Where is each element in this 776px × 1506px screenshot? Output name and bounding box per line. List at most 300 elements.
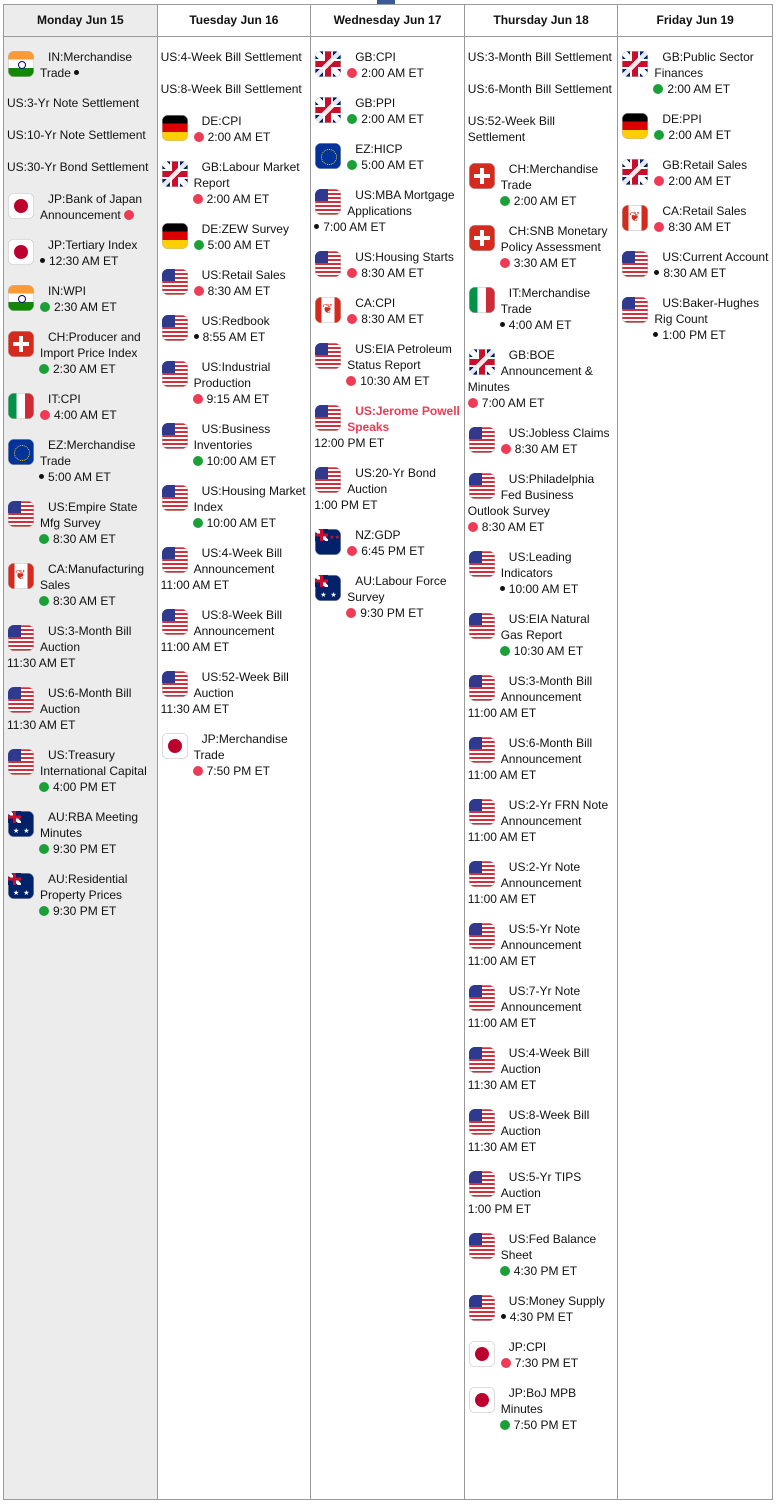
event-name[interactable]: DE:PPI	[662, 112, 702, 126]
calendar-event[interactable]	[7, 391, 154, 423]
event-time	[468, 891, 615, 907]
event-time	[468, 829, 615, 845]
flag-gb-icon	[315, 97, 341, 123]
calendar-event[interactable]	[468, 1045, 615, 1093]
event-time-text: 11:00 AM ET	[467, 954, 537, 968]
event-name[interactable]: AU:RBA Meeting Minutes	[40, 810, 139, 840]
event-name[interactable]: US:10-Yr Note Settlement	[7, 128, 146, 142]
calendar-event[interactable]	[468, 735, 615, 783]
event-name[interactable]: IN:WPI	[48, 284, 86, 298]
impact-med-icon	[39, 534, 49, 544]
calendar-event[interactable]	[468, 983, 615, 1031]
event-name[interactable]: EZ:HICP	[355, 142, 403, 156]
event-time-text: 8:30 AM ET	[53, 532, 116, 546]
impact-med-icon	[39, 596, 49, 606]
event-time	[7, 361, 154, 377]
event-time	[74, 66, 83, 80]
event-name[interactable]: US:7-Yr Note Announcement	[500, 984, 582, 1014]
calendar-event[interactable]	[7, 499, 154, 547]
calendar-event[interactable]	[161, 113, 308, 145]
event-name[interactable]: US:Treasury International Capital	[40, 748, 147, 778]
calendar-event[interactable]	[621, 49, 769, 97]
flag-us-icon	[469, 737, 495, 763]
event-name[interactable]: US:Fed Balance Sheet	[500, 1232, 597, 1262]
calendar-event[interactable]	[161, 49, 308, 65]
impact-med-icon	[39, 782, 49, 792]
event-name[interactable]: US:EIA Natural Gas Report	[500, 612, 590, 642]
calendar-event[interactable]	[161, 359, 308, 407]
flag-us-icon	[469, 923, 495, 949]
flag-gb-icon	[622, 159, 648, 185]
event-name[interactable]: US:Housing Starts	[355, 250, 454, 264]
impact-med-icon	[39, 364, 49, 374]
flag-us-icon	[315, 467, 341, 493]
calendar-event[interactable]	[621, 157, 769, 189]
event-time-text: 9:15 AM ET	[206, 392, 270, 406]
impact-high-icon	[193, 394, 203, 404]
event-time-text: 7:00 AM ET	[481, 396, 545, 410]
event-name[interactable]: US:Current Account	[662, 250, 769, 264]
event-time	[7, 903, 154, 919]
calendar-event[interactable]	[314, 295, 461, 327]
event-time-text: 11:00 AM ET	[467, 830, 537, 844]
calendar-event[interactable]	[7, 871, 154, 919]
calendar-event[interactable]	[314, 141, 461, 173]
flag-us-icon	[469, 1233, 495, 1259]
event-name[interactable]: US:6-Month Bill Auction	[40, 686, 132, 716]
event-time-text: 10:00 AM ET	[206, 454, 276, 468]
event-time-text: 7:50 PM ET	[513, 1418, 578, 1432]
event-name[interactable]: US:Empire State Mfg Survey	[40, 500, 138, 530]
impact-low-icon	[314, 224, 319, 229]
flag-it-icon	[469, 287, 495, 313]
day-column	[4, 5, 158, 1499]
calendar-event[interactable]	[314, 465, 461, 513]
event-name[interactable]: CH:SNB Monetary Policy Assessment	[500, 224, 608, 254]
event-time	[468, 1201, 615, 1217]
event-name[interactable]: GB:PPI	[355, 96, 396, 110]
impact-med-icon	[347, 160, 357, 170]
impact-high-icon	[500, 258, 510, 268]
event-time	[468, 395, 615, 411]
calendar-event[interactable]	[161, 221, 308, 253]
event-name[interactable]: US:Leading Indicators	[500, 550, 572, 580]
impact-high-icon	[347, 314, 357, 324]
calendar-event[interactable]	[468, 1107, 615, 1155]
event-time-text: 7:30 PM ET	[514, 1356, 579, 1370]
calendar-event[interactable]	[161, 159, 308, 207]
event-name[interactable]: US:Philadelphia Fed Business Outlook Survey	[467, 472, 595, 518]
calendar-event[interactable]	[161, 607, 308, 655]
event-time-text: 7:00 AM ET	[323, 220, 386, 234]
impact-low-icon	[39, 474, 44, 479]
event-time-text: 8:55 AM ET	[202, 330, 266, 344]
event-time-text: 8:30 AM ET	[481, 520, 545, 534]
flag-us-icon	[162, 269, 188, 295]
impact-low-icon	[40, 258, 45, 263]
calendar-event[interactable]	[7, 191, 154, 223]
flag-ch-icon	[469, 163, 495, 189]
event-name[interactable]: US:MBA Mortgage Applications	[347, 188, 455, 218]
impact-med-icon	[347, 114, 357, 124]
impact-med-icon	[500, 1266, 510, 1276]
event-time	[314, 373, 461, 389]
calendar-event[interactable]	[621, 249, 769, 281]
event-name[interactable]: US:6-Month Bill Settlement	[467, 82, 612, 96]
event-name[interactable]: US:Housing Market Index	[193, 484, 306, 514]
event-time-text: 10:00 AM ET	[206, 516, 276, 530]
calendar-event[interactable]	[7, 49, 154, 81]
event-name[interactable]: US:8-Week Bill Announcement	[193, 608, 283, 638]
impact-low-icon	[653, 332, 658, 337]
flag-jp-icon	[162, 733, 188, 759]
event-time	[468, 519, 615, 535]
event-time	[468, 643, 615, 659]
event-time	[161, 577, 308, 593]
flag-us-icon	[315, 343, 341, 369]
impact-low-icon	[654, 270, 659, 275]
calendar-event[interactable]	[468, 859, 615, 907]
impact-high-icon	[347, 268, 357, 278]
event-name[interactable]: CH:Producer and Import Price Index	[40, 330, 141, 360]
flag-jp-icon	[8, 239, 34, 265]
event-time-text: 10:30 AM ET	[513, 644, 584, 658]
flag-us-icon	[469, 427, 495, 453]
event-name[interactable]: JP:Merchandise Trade	[193, 732, 288, 762]
calendar-event[interactable]	[161, 313, 308, 345]
event-time	[124, 208, 138, 222]
event-time	[314, 219, 461, 235]
calendar-event[interactable]	[161, 81, 308, 97]
calendar-event[interactable]	[468, 673, 615, 721]
impact-high-icon	[347, 546, 357, 556]
event-name[interactable]: US:Jobless Claims	[508, 426, 610, 440]
flag-gb-icon	[315, 51, 341, 77]
flag-de-icon	[162, 115, 188, 141]
event-name[interactable]: US:20-Yr Bond Auction	[347, 466, 436, 496]
event-name[interactable]: DE:ZEW Survey	[201, 222, 289, 236]
event-name[interactable]: CH:Merchandise Trade	[500, 162, 599, 192]
calendar-event[interactable]	[7, 561, 154, 609]
impact-high-icon	[468, 398, 478, 408]
impact-high-icon	[193, 766, 203, 776]
event-time-text: 2:00 AM ET	[668, 174, 732, 188]
event-list	[158, 37, 311, 779]
event-name[interactable]: US:Jerome Powell Speaks	[347, 404, 460, 434]
flag-ez-icon	[315, 143, 341, 169]
calendar-event[interactable]	[7, 437, 154, 485]
event-time	[468, 581, 615, 597]
calendar-event[interactable]	[468, 611, 615, 659]
event-time-text: 4:30 PM ET	[513, 1264, 578, 1278]
event-time-text: 8:30 AM ET	[207, 284, 271, 298]
event-name[interactable]: US:2-Yr FRN Note Announcement	[500, 798, 609, 828]
calendar-event[interactable]	[468, 81, 615, 97]
impact-low-icon	[500, 586, 505, 591]
impact-high-icon	[193, 194, 203, 204]
day-column	[311, 5, 465, 1499]
event-name[interactable]: US:6-Month Bill Announcement	[500, 736, 593, 766]
calendar-event[interactable]	[468, 223, 615, 271]
event-time	[468, 767, 615, 783]
calendar-event[interactable]	[468, 161, 615, 209]
impact-high-icon	[654, 176, 664, 186]
day-header: Thursday Jun 18	[465, 5, 618, 37]
impact-low-icon	[501, 1314, 506, 1319]
event-time	[314, 497, 461, 513]
flag-us-icon	[162, 485, 188, 511]
event-name[interactable]: IN:Merchandise Trade	[40, 50, 133, 80]
flag-de-icon	[622, 113, 648, 139]
impact-med-icon	[40, 302, 50, 312]
event-time-text: 8:30 AM ET	[663, 266, 727, 280]
event-name[interactable]: GB:BOE Announcement & Minutes	[467, 348, 593, 394]
calendar-event[interactable]	[468, 549, 615, 597]
event-time	[468, 1077, 615, 1093]
event-name[interactable]: JP:Tertiary Index	[48, 238, 138, 252]
event-time	[7, 593, 154, 609]
event-name[interactable]: CA:CPI	[355, 296, 396, 310]
calendar-event[interactable]	[621, 295, 769, 343]
event-time	[7, 655, 154, 671]
event-time-text: 2:00 AM ET	[667, 82, 731, 96]
event-name[interactable]: GB:CPI	[355, 50, 396, 64]
event-name[interactable]: NZ:GDP	[355, 528, 401, 542]
calendar-event[interactable]	[314, 187, 461, 235]
event-name[interactable]: EZ:Merchandise Trade	[40, 438, 136, 468]
event-list	[311, 37, 464, 621]
flag-ca-icon	[622, 205, 648, 231]
event-name[interactable]: US:52-Week Bill Settlement	[467, 114, 555, 144]
event-name[interactable]: AU:Residential Property Prices	[40, 872, 128, 902]
event-name[interactable]: US:2-Yr Note Announcement	[500, 860, 582, 890]
calendar-event[interactable]	[7, 95, 154, 111]
flag-us-icon	[8, 501, 34, 527]
event-list	[4, 37, 157, 919]
event-time	[161, 191, 308, 207]
event-name[interactable]: US:3-Month Bill Auction	[40, 624, 132, 654]
day-column	[158, 5, 312, 1499]
calendar-event[interactable]	[161, 731, 308, 779]
event-time-text: 10:30 AM ET	[360, 374, 430, 388]
impact-med-icon	[500, 196, 510, 206]
calendar-event[interactable]	[468, 1293, 615, 1325]
calendar-event[interactable]	[7, 237, 154, 269]
event-time	[161, 515, 308, 531]
event-time-text: 6:45 PM ET	[361, 544, 425, 558]
calendar-event[interactable]	[314, 341, 461, 389]
calendar-event[interactable]	[468, 471, 615, 535]
flag-de-icon	[162, 223, 188, 249]
event-time	[7, 779, 154, 795]
flag-ch-icon	[8, 331, 34, 357]
event-name[interactable]: IT:CPI	[48, 392, 81, 406]
event-name[interactable]: US:3-Month Bill Announcement	[500, 674, 593, 704]
event-time-text: 8:30 AM ET	[53, 594, 116, 608]
event-time-text: 2:30 AM ET	[53, 362, 116, 376]
flag-us-icon	[469, 799, 495, 825]
calendar-event[interactable]	[161, 669, 308, 717]
flag-us-icon	[622, 251, 648, 277]
event-time	[468, 705, 615, 721]
event-time-text: 8:30 AM ET	[361, 266, 424, 280]
event-time-text: 12:00 PM ET	[314, 436, 385, 450]
flag-us-icon	[469, 1171, 495, 1197]
flag-ca-icon	[8, 563, 34, 589]
calendar-event[interactable]	[161, 545, 308, 593]
event-time-text: 5:00 AM ET	[361, 158, 424, 172]
calendar-event[interactable]	[7, 159, 154, 175]
event-name[interactable]: DE:CPI	[201, 114, 242, 128]
flag-au-icon	[8, 873, 34, 899]
calendar-event[interactable]	[468, 921, 615, 969]
impact-med-icon	[193, 518, 203, 528]
flag-us-icon	[469, 861, 495, 887]
calendar-event[interactable]	[621, 203, 769, 235]
calendar-event[interactable]	[7, 747, 154, 795]
calendar-event[interactable]	[314, 249, 461, 281]
event-name[interactable]: GB:Labour Market Report	[193, 160, 300, 190]
event-time-text: 12:30 AM ET	[49, 254, 119, 268]
event-time	[7, 531, 154, 547]
event-name[interactable]: GB:Public Sector Finances	[654, 50, 754, 80]
event-time	[161, 453, 308, 469]
calendar-event[interactable]	[314, 527, 461, 559]
calendar-event[interactable]	[468, 49, 615, 65]
calendar-event[interactable]	[7, 127, 154, 143]
event-name[interactable]: US:3-Month Bill Settlement	[467, 50, 612, 64]
calendar-event[interactable]	[161, 267, 308, 299]
event-name[interactable]: US:4-Week Bill Settlement	[160, 50, 302, 64]
flag-au-icon	[315, 575, 341, 601]
event-time-text: 2:30 AM ET	[54, 300, 117, 314]
event-name[interactable]: US:3-Yr Note Settlement	[7, 96, 140, 110]
calendar-event[interactable]	[468, 1385, 615, 1433]
flag-gb-icon	[622, 51, 648, 77]
flag-us-icon	[469, 675, 495, 701]
event-name[interactable]: US:5-Yr TIPS Auction	[500, 1170, 582, 1200]
event-name[interactable]: US:30-Yr Bond Settlement	[7, 160, 149, 174]
impact-med-icon	[193, 456, 203, 466]
event-name[interactable]: CA:Retail Sales	[662, 204, 747, 218]
event-name[interactable]: US:Retail Sales	[201, 268, 286, 282]
flag-us-icon	[315, 405, 341, 431]
calendar-event[interactable]	[314, 95, 461, 127]
event-list	[618, 37, 772, 343]
event-name[interactable]: US:4-Week Bill Auction	[500, 1046, 590, 1076]
calendar-event[interactable]	[314, 403, 461, 451]
event-name[interactable]: JP:Bank of Japan Announcement	[40, 192, 143, 222]
event-name[interactable]: JP:CPI	[508, 1340, 547, 1354]
calendar-event[interactable]	[621, 111, 769, 143]
event-time-text: 4:00 AM ET	[508, 318, 572, 332]
calendar-event[interactable]	[468, 285, 615, 333]
event-time-text: 9:30 PM ET	[53, 842, 117, 856]
calendar-event[interactable]	[7, 623, 154, 671]
event-time-text: 11:30 AM ET	[160, 702, 230, 716]
event-name[interactable]: US:8-Week Bill Auction	[500, 1108, 590, 1138]
flag-us-icon	[469, 1047, 495, 1073]
flag-us-icon	[162, 361, 188, 387]
event-name[interactable]: GB:Retail Sales	[662, 158, 748, 172]
event-name[interactable]: US:52-Week Bill Auction	[193, 670, 289, 700]
event-name[interactable]: AU:Labour Force Survey	[347, 574, 447, 604]
event-name[interactable]: US:Baker-Hughes Rig Count	[654, 296, 760, 326]
event-time	[7, 841, 154, 857]
flag-us-icon	[162, 671, 188, 697]
calendar-event[interactable]	[468, 425, 615, 457]
impact-high-icon	[501, 1358, 511, 1368]
event-name[interactable]: US:Money Supply	[508, 1294, 605, 1308]
impact-med-icon	[194, 240, 204, 250]
calendar-event[interactable]	[468, 797, 615, 845]
event-time-text: 4:00 AM ET	[54, 408, 117, 422]
event-time-text: 8:30 AM ET	[668, 220, 732, 234]
calendar-event[interactable]	[468, 113, 615, 145]
calendar-event[interactable]	[161, 483, 308, 531]
event-time-text: 8:30 AM ET	[514, 442, 578, 456]
calendar-event[interactable]	[468, 1169, 615, 1217]
event-name[interactable]: US:8-Week Bill Settlement	[160, 82, 302, 96]
calendar-event[interactable]	[7, 329, 154, 377]
event-time	[468, 1015, 615, 1031]
event-name[interactable]: US:Industrial Production	[193, 360, 271, 390]
event-name[interactable]: US:EIA Petroleum Status Report	[347, 342, 452, 372]
calendar-event[interactable]	[314, 49, 461, 81]
calendar-event[interactable]	[161, 421, 308, 469]
event-time-text: 1:00 PM ET	[314, 498, 378, 512]
flag-us-icon	[469, 551, 495, 577]
impact-med-icon	[39, 906, 49, 916]
calendar-event[interactable]	[468, 1339, 615, 1371]
event-name[interactable]: CA:Manufacturing Sales	[40, 562, 145, 592]
impact-low-icon	[500, 322, 505, 327]
event-time-text: 11:00 AM ET	[467, 1016, 537, 1030]
event-name[interactable]: IT:Merchandise Trade	[500, 286, 591, 316]
flag-us-icon	[8, 625, 34, 651]
calendar-event[interactable]	[468, 1231, 615, 1279]
event-time-text: 2:00 AM ET	[206, 192, 270, 206]
flag-it-icon	[8, 393, 34, 419]
calendar-event[interactable]	[7, 809, 154, 857]
flag-us-icon	[469, 613, 495, 639]
calendar-event[interactable]	[7, 283, 154, 315]
calendar-event[interactable]	[468, 347, 615, 411]
event-time	[468, 953, 615, 969]
flag-gb-icon	[162, 161, 188, 187]
flag-gb-icon	[469, 349, 495, 375]
event-time-text: 1:00 PM ET	[662, 328, 726, 342]
flag-us-icon	[469, 1109, 495, 1135]
event-time-text: 2:00 AM ET	[361, 66, 424, 80]
event-time-text: 4:00 PM ET	[53, 780, 117, 794]
flag-us-icon	[622, 297, 648, 323]
event-name[interactable]: US:5-Yr Note Announcement	[500, 922, 582, 952]
event-time-text: 4:30 PM ET	[509, 1310, 574, 1324]
event-name[interactable]: US:Redbook	[201, 314, 270, 328]
calendar-event[interactable]	[314, 573, 461, 621]
impact-med-icon	[39, 844, 49, 854]
calendar-event[interactable]	[7, 685, 154, 733]
flag-us-icon	[315, 251, 341, 277]
event-time-text: 11:00 AM ET	[467, 892, 537, 906]
event-name[interactable]: JP:BoJ MPB Minutes	[500, 1386, 577, 1416]
day-header: Monday Jun 15	[4, 5, 157, 37]
event-name[interactable]: US:Business Inventories	[193, 422, 271, 452]
flag-us-icon	[162, 315, 188, 341]
event-time	[468, 317, 615, 333]
event-name[interactable]: US:4-Week Bill Announcement	[193, 546, 283, 576]
